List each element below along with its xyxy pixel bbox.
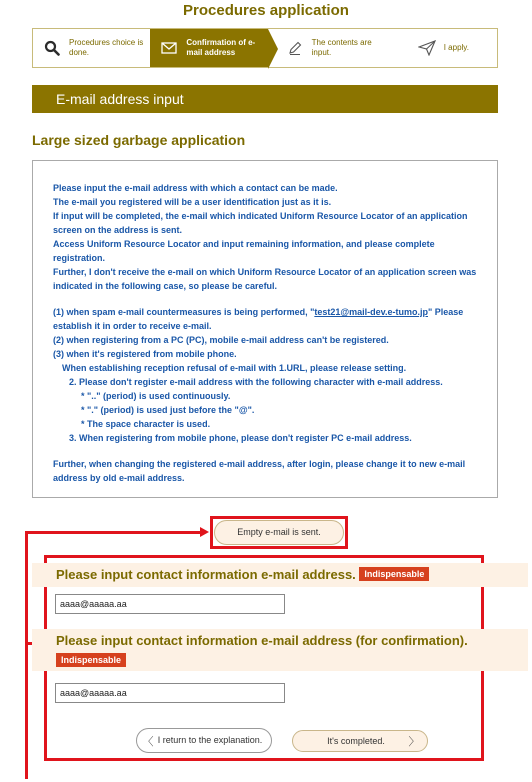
email-confirm-label-text: Please input contact information e-mail address (for confirmation). — [56, 633, 468, 648]
annotation-arrow — [25, 531, 28, 779]
step-label: The contents are input. — [311, 38, 372, 57]
notice-box — [32, 160, 498, 498]
progress-steps — [32, 28, 498, 68]
step-procedures-choice — [33, 29, 150, 67]
annotation-arrowhead — [200, 527, 209, 537]
email-confirm-field[interactable] — [55, 683, 285, 703]
back-button[interactable] — [136, 728, 272, 753]
notice-case-3: (3) when it's registered from mobile phone. — [53, 349, 237, 359]
notice-text: * ".." (period) is used continuously. — [81, 391, 231, 401]
paper-plane-icon — [416, 40, 438, 56]
notice-case-1: (1) when spam e-mail countermeasures is being performed, "test21@mail-dev.e-tumo.jp" Please establish it in order to receive e-mail. — [53, 307, 464, 331]
send-empty-email-button[interactable]: Empty e-mail is sent. — [214, 520, 344, 545]
search-icon — [41, 40, 63, 56]
envelope-icon — [158, 42, 180, 54]
notice-text: When establishing reception refusal of e-mail with 1.URL, please release setting. — [62, 363, 407, 373]
step-email-confirmation — [150, 29, 267, 67]
complete-button[interactable] — [292, 730, 428, 752]
step-label: I apply. — [443, 43, 469, 53]
step-apply — [388, 29, 497, 67]
notice-text: 3. When registering from mobile phone, please don't register PC e-mail address. — [69, 433, 412, 443]
notice-case-2: (2) when registering from a PC (PC), mobile e-mail address can't be registered. — [53, 335, 389, 345]
test-email-link[interactable]: test21@mail-dev.e-tumo.jp — [314, 307, 428, 317]
step-label: Procedures choice is done. — [69, 38, 144, 57]
chevron-right-icon: 〉 — [408, 736, 420, 748]
application-title: Large sized garbage application — [32, 132, 246, 148]
section-title: E-mail address input — [32, 85, 498, 113]
required-badge: Indispensable — [56, 653, 126, 667]
notice-text: The e-mail you registered will be a user identification just as it is. — [53, 197, 332, 207]
notice-text: Please input the e-mail address with which a contact can be made. — [53, 183, 338, 193]
complete-button-label: It's completed. — [327, 736, 385, 746]
notice-text: Further, I don't receive the e-mail on which Uniform Resource Locator of an application screen was indicated in the following case, so please be careful. — [53, 267, 477, 291]
notice-text: 2. Please don't register e-mail address with the following character with e-mail address. — [69, 377, 443, 387]
required-badge: Indispensable — [359, 567, 429, 581]
email-label-text: Please input contact information e-mail address. — [56, 567, 356, 582]
chevron-left-icon: 〈 — [142, 735, 154, 748]
notice-text: If input will be completed, the e-mail which indicated Uniform Resource Locator of an application screen on the address is sent. — [53, 211, 468, 235]
notice-footer: Further, when changing the registered e-mail address, after login, please change it to new e-mail address by old e-mail address. — [53, 459, 466, 483]
step-label: Confirmation of e-mail address — [186, 38, 256, 57]
email-confirm-label — [32, 629, 528, 671]
notice-text: * "." (period) is used just before the "@". — [81, 405, 255, 415]
pencil-icon — [284, 40, 306, 56]
step-contents-input — [268, 29, 388, 67]
notice-text: Access Uniform Resource Locator and input remaining information, and please complete registration. — [53, 239, 435, 263]
back-button-label: I return to the explanation. — [157, 735, 263, 745]
page-title: Procedures application — [183, 2, 349, 19]
annotation-arrow — [25, 531, 203, 534]
notice-text: * The space character is used. — [81, 419, 211, 429]
email-label — [32, 563, 528, 587]
email-field[interactable] — [55, 594, 285, 614]
